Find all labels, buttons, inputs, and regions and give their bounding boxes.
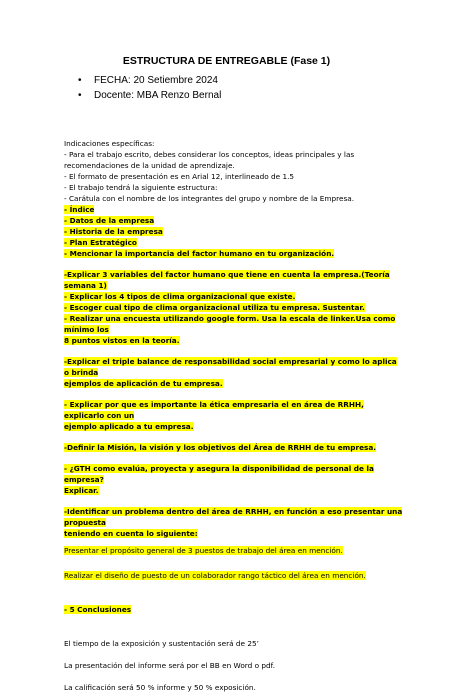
block-1-line: - Escoger cual tipo de clima organizacional utiliza tu empresa. Sustentar. xyxy=(64,303,365,312)
indicaciones-line: recomendaciones de la unidad de aprendizaje. xyxy=(64,161,235,170)
header-bullets xyxy=(78,73,221,103)
block-4-line: -Definir la Misión, la visión y los objetivos del Área de RRHH de tu empresa. xyxy=(64,443,377,452)
bullet-date xyxy=(78,73,221,88)
bullet-dot-icon: • xyxy=(78,75,82,86)
indicaciones-line: - El formato de presentación es en Arial 12, interlineado de 1.5 xyxy=(64,172,295,181)
footer-line: La presentación del informe será por el BB en Word o pdf. xyxy=(64,661,276,670)
indicaciones-line: - El trabajo tendrá la siguiente estructura: xyxy=(64,183,218,192)
document-title: ESTRUCTURA DE ENTREGABLE (Fase 1) xyxy=(122,55,331,67)
footer-line: El tiempo de la exposición y sustentación será de 25’ xyxy=(64,639,259,648)
bullet-teacher xyxy=(78,88,221,103)
bullet-teacher-text: Docente: MBA Renzo Bernal xyxy=(94,90,222,101)
block-6-line: -Identificar un problema dentro del área de RRHH, en función a eso presentar una propuesta xyxy=(64,507,403,527)
block-1-line: - Explicar los 4 tipos de clima organizacional que existe. xyxy=(64,292,296,301)
structure-item: - Historia de la empresa xyxy=(64,227,163,236)
block-1-line: 8 puntos vistos en la teoría. xyxy=(64,336,180,345)
block-3-line: - Explicar por que es importante la ética empresaria el en área de RRHH, explicarlo con un xyxy=(64,400,364,420)
block-2-line: ejemplos de aplicación de tu empresa. xyxy=(64,379,223,388)
structure-item: - Índice xyxy=(64,205,95,214)
block-2-line: -Explicar el triple balance de responsabilidad social empresarial y como lo aplica o brinda xyxy=(64,357,397,377)
indicaciones-line: - Para el trabajo escrito, debes considerar los conceptos, ideas principales y las xyxy=(64,150,355,159)
block-6-line: teniendo en cuenta lo siguiente: xyxy=(64,529,198,538)
block-3-line: ejemplo aplicado a tu empresa. xyxy=(64,422,194,431)
block-5-line: Explicar. xyxy=(64,486,99,495)
structure-item: - Datos de la empresa xyxy=(64,216,155,225)
bullet-dot-icon: • xyxy=(78,90,82,101)
block-1-line: - Realizar una encuesta utilizando google form. Usa la escala de linker.Usa como mínimo los xyxy=(64,314,396,334)
block-5-line: - ¿GTH como evalúa, proyecta y asegura la disponibilidad de personal de la empresa? xyxy=(64,464,374,484)
indicaciones-line: - Carátula con el nombre de los integrantes del grupo y nombre de la Empresa. xyxy=(64,194,355,203)
block-1-line: -Explicar 3 variables del factor humano que tiene en cuenta la empresa.(Teoría semana 1) xyxy=(64,270,390,290)
task-purpose: Presentar el propósito general de 3 puestos de trabajo del área en mención. xyxy=(64,546,343,555)
structure-item: - Mencionar la importancia del factor humano en tu organización. xyxy=(64,249,335,258)
structure-item: - Plan Estratégico xyxy=(64,238,137,247)
document-body xyxy=(64,138,404,693)
task-design: Realizar el diseño de puesto de un colaborador rango táctico del área en mención. xyxy=(64,571,366,580)
conclusions-item: - 5 Conclusiones xyxy=(64,605,132,614)
indicaciones-heading: Indicaciones específicas: xyxy=(64,139,155,148)
bullet-date-text: FECHA: 20 Setiembre 2024 xyxy=(94,75,218,86)
footer-line: La calificación será 50 % informe y 50 % exposición. xyxy=(64,683,256,692)
